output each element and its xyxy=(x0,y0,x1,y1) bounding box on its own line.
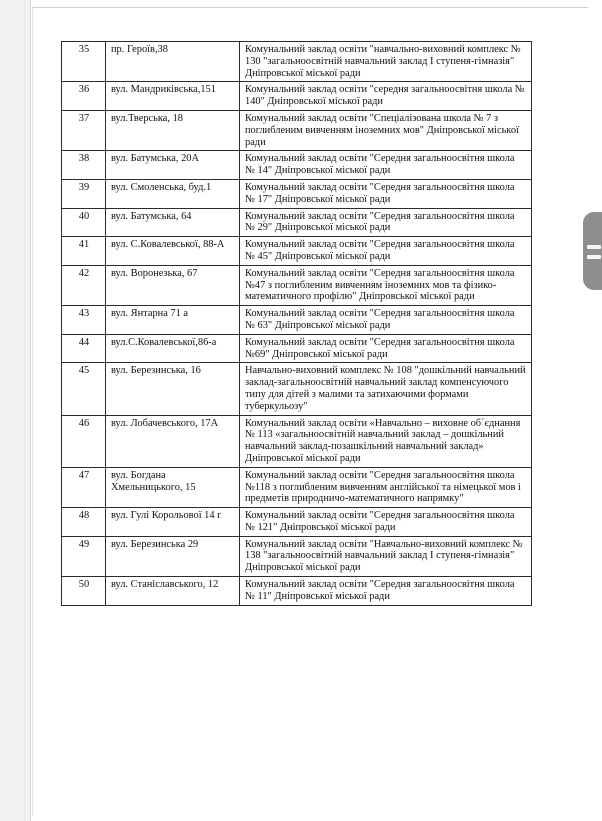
table-row xyxy=(62,415,532,467)
row-number-cell: 41 xyxy=(62,237,106,266)
institution-cell: Комунальний заклад освіти "Середня загальноосвітня школа № 29" Дніпровської міської ради xyxy=(240,208,532,237)
address-cell: вул. Гулі Корольової 14 г xyxy=(106,508,240,537)
row-number-cell: 35 xyxy=(62,42,106,82)
institution-cell: Комунальний заклад освіти "навчально-виховний комплекс № 130 "загальноосвітній навчальний заклад І ступеня-гімназія" Дніпровської міської ради xyxy=(240,42,532,82)
table-row xyxy=(62,151,532,180)
hamburger-menu-icon-bar-2 xyxy=(587,255,601,259)
table-row xyxy=(62,208,532,237)
row-number-cell: 39 xyxy=(62,179,106,208)
table-row xyxy=(62,536,532,576)
row-number-cell: 45 xyxy=(62,363,106,415)
row-number-cell: 37 xyxy=(62,110,106,150)
institution-cell: Комунальний заклад освіти "Середня загальноосвітня школа № 11" Дніпровської міської ради xyxy=(240,577,532,606)
table-row xyxy=(62,237,532,266)
table-row xyxy=(62,577,532,606)
table-row xyxy=(62,42,532,82)
institution-cell: Комунальний заклад освіти "Середня загальноосвітня школа № 45" Дніпровської міської ради xyxy=(240,237,532,266)
row-number-cell: 48 xyxy=(62,508,106,537)
address-cell: вул. Мандриківська,151 xyxy=(106,82,240,111)
address-cell: вул. Березинська, 16 xyxy=(106,363,240,415)
institution-cell: Навчально-виховний комплекс № 108 "дошкільний навчальний заклад-загальноосвітній навчальний заклад компенсуючого типу для дітей з малими та затихаючими формами туберкульозу" xyxy=(240,363,532,415)
address-cell: вул. Станіславського, 12 xyxy=(106,577,240,606)
address-cell: вул. Батумська, 20А xyxy=(106,151,240,180)
institutions-table xyxy=(61,41,532,606)
viewer-left-gutter xyxy=(0,0,31,821)
row-number-cell: 42 xyxy=(62,265,106,305)
institution-cell: Комунальний заклад освіти "Середня загальноосвітня школа № 121" Дніпровської міської ради xyxy=(240,508,532,537)
address-cell: вул. Воронезька, 67 xyxy=(106,265,240,305)
address-cell: вул. Богдана Хмельницького, 15 xyxy=(106,467,240,507)
address-cell: вул. Смоленська, буд.1 xyxy=(106,179,240,208)
document-page xyxy=(32,7,588,817)
hamburger-menu-icon-bar-1 xyxy=(587,245,601,249)
table-row xyxy=(62,334,532,363)
row-number-cell: 38 xyxy=(62,151,106,180)
address-cell: пр. Героїв,38 xyxy=(106,42,240,82)
institution-cell: Комунальний заклад освіти "Навчально-виховний комплекс № 138 "загальноосвітній навчальний заклад І ступеня-гімназія" Дніпровської міської ради xyxy=(240,536,532,576)
address-cell: вул. Лобачевського, 17А xyxy=(106,415,240,467)
table-row xyxy=(62,265,532,305)
row-number-cell: 43 xyxy=(62,306,106,335)
table-row xyxy=(62,363,532,415)
table-row xyxy=(62,110,532,150)
institution-cell: Комунальний заклад освіти "Спеціалізована школа № 7 з поглибленим вивченням іноземних мов" Дніпровської міської ради xyxy=(240,110,532,150)
row-number-cell: 44 xyxy=(62,334,106,363)
row-number-cell: 50 xyxy=(62,577,106,606)
row-number-cell: 49 xyxy=(62,536,106,576)
institution-cell: Комунальний заклад освіти "Середня загальноосвітня школа № 14" Дніпровської міської ради xyxy=(240,151,532,180)
address-cell: вул. С.Ковалевської, 88-А xyxy=(106,237,240,266)
table-row xyxy=(62,82,532,111)
institution-cell: Комунальний заклад освіти «Навчально – виховне об´єднання № 113 «загальноосвітній навчальний заклад – дошкільний навчальний заклад-позашкільний навчальний заклад» Дніпровської міської ради xyxy=(240,415,532,467)
address-cell: вул.С.Ковалевської,86-а xyxy=(106,334,240,363)
institution-cell: Комунальний заклад освіти "середня загальноосвітня школа № 140" Дніпровської міської ради xyxy=(240,82,532,111)
row-number-cell: 40 xyxy=(62,208,106,237)
row-number-cell: 36 xyxy=(62,82,106,111)
address-cell: вул. Батумська, 64 xyxy=(106,208,240,237)
side-panel-toggle-tab[interactable] xyxy=(583,212,602,290)
table-row xyxy=(62,306,532,335)
address-cell: вул. Янтарна 71 а xyxy=(106,306,240,335)
institution-cell: Комунальний заклад освіти "Середня загальноосвітня школа № 63" Дніпровської міської ради xyxy=(240,306,532,335)
table-row xyxy=(62,467,532,507)
gutter-divider xyxy=(24,0,25,821)
institution-cell: Комунальний заклад освіти "Середня загальноосвітня школа №47 з поглибленим вивченням іноземних мов та фізико-математичного профілю" Дніпровської міської ради xyxy=(240,265,532,305)
address-cell: вул.Тверська, 18 xyxy=(106,110,240,150)
table-row xyxy=(62,179,532,208)
row-number-cell: 47 xyxy=(62,467,106,507)
institution-cell: Комунальний заклад освіти "Середня загальноосвітня школа №118 з поглибленим вивченням англійської та німецької мов і предметів природничо-математичного напрямку" xyxy=(240,467,532,507)
institution-cell: Комунальний заклад освіти "Середня загальноосвітня школа №69" Дніпровської міської ради xyxy=(240,334,532,363)
address-cell: вул. Березинська 29 xyxy=(106,536,240,576)
row-number-cell: 46 xyxy=(62,415,106,467)
institution-cell: Комунальний заклад освіти "Середня загальноосвітня школа № 17" Дніпровської міської ради xyxy=(240,179,532,208)
table-row xyxy=(62,508,532,537)
